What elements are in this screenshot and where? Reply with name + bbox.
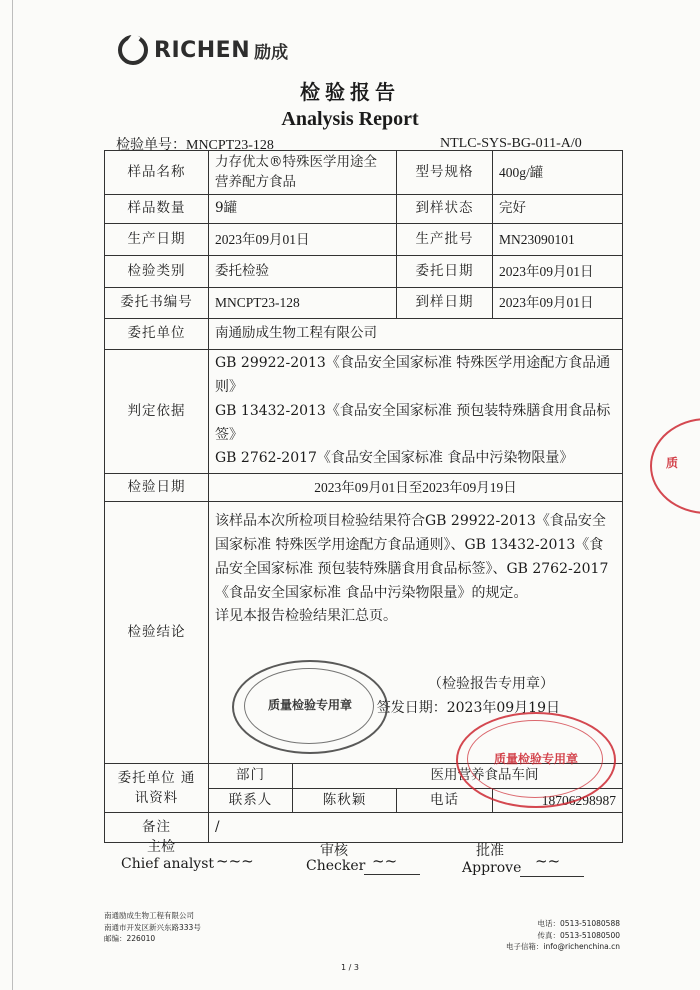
footer-company: 南通励成生物工程有限公司 [104, 911, 194, 920]
cell-label: 检验结论 [105, 502, 209, 764]
footer-tel: 电话：0513-51080588 [537, 919, 620, 928]
red-stamp-title: 质量检验专用章 [493, 752, 578, 766]
inspection-type: 委托检验 [209, 256, 397, 288]
checker-label-en: Checker [306, 858, 366, 874]
standard-line: GB 29922-2013《食品安全国家标准 特殊医学用途配方食品通则》 [215, 355, 611, 395]
chief-signature: ~~~ [216, 852, 254, 870]
cell-label: 样品数量 [105, 195, 209, 224]
batch-number: MN23090101 [493, 224, 623, 256]
cell-label: 型号规格 [397, 151, 493, 195]
commission-number: MNCPT23-128 [209, 288, 397, 319]
page-number: 1 / 3 [341, 963, 359, 972]
table-row [105, 151, 623, 195]
footer-email: 电子信箱：info@richenchina.cn [505, 942, 620, 952]
report-number: 检验单号：MNCPT23-128 [116, 138, 274, 153]
chief-label-en: Chief analyst [121, 856, 215, 872]
client-company: 南通励成生物工程有限公司 [209, 319, 623, 350]
red-seal-stamp [456, 712, 616, 808]
company-logo [118, 33, 288, 67]
inspection-period: 2023年09月01日至2023年09月19日 [209, 474, 623, 502]
issue-date: 签发日期：2023年09月19日 [376, 699, 560, 716]
conclusion-text: 该样品本次所检项目检验结果符合GB 29922-2013《食品安全国家标准 特殊医学用途配方食品通则》、GB 13432-2013《食品安全国家标准 预包装特殊膳食用食品标签》、GB 2762-2017《食品安全国家标准 食品中污染物限量》的规定。 [215, 513, 609, 601]
approve-label-en: Approve [462, 860, 522, 876]
contact-value: 陈秋颖 [293, 788, 397, 813]
cell-label: 委托书编号 [105, 288, 209, 319]
cell-label: 到样日期 [397, 288, 493, 319]
footer-fax: 传真：0513-51080500 [537, 930, 620, 940]
cell-label: 判定依据 [105, 350, 209, 474]
cell-label: 委托单位 通讯资料 [105, 764, 209, 813]
scan-edge-line [12, 0, 13, 990]
cell-label: 生产批号 [397, 224, 493, 256]
footer-zip: 邮编：226010 [104, 934, 156, 944]
report-title-cn: 检验报告 [300, 80, 400, 104]
cell-label: 委托日期 [397, 256, 493, 288]
sample-condition: 完好 [493, 195, 623, 224]
qc-stamp [232, 660, 388, 754]
brand-name-cn: 励成 [254, 42, 289, 63]
cell-label: 委托单位 [105, 319, 209, 350]
judgment-basis [209, 350, 623, 474]
cell-label: 样品名称 [105, 151, 209, 195]
document-code: NTLC-SYS-BG-011-A/0 [440, 136, 582, 151]
standard-line: GB 13432-2013《食品安全国家标准 预包装特殊膳食用食品标签》 [215, 402, 611, 443]
commission-date: 2023年09月01日 [493, 256, 623, 288]
checker-underline [364, 874, 420, 875]
conclusion-note: 详见本报告检验结果汇总页。 [215, 608, 397, 625]
richen-logo-icon [118, 35, 148, 65]
footer-address: 南通市开发区新兴东路333号 [104, 922, 201, 932]
brand-name: RICHEN [154, 37, 251, 63]
cell-label: 检验类别 [105, 256, 209, 288]
chief-label-cn: 主检 [147, 839, 175, 855]
report-title-en: Analysis Report [281, 108, 419, 130]
cell-label: 到样状态 [397, 195, 493, 224]
side-stamp-partial: 质 [650, 418, 700, 514]
approve-label-cn: 批准 [476, 843, 504, 859]
sample-name: 力存优太®特殊医学用途全营养配方食品 [209, 151, 397, 195]
table-row [105, 813, 623, 843]
cell-label: 检验日期 [105, 474, 209, 502]
footer-left [104, 910, 201, 945]
arrival-date: 2023年09月01日 [493, 288, 623, 319]
table-row [105, 224, 623, 256]
table-row [105, 350, 623, 474]
dept-value: 医用营养食品车间 [293, 764, 623, 789]
table-row [105, 474, 623, 502]
table-row [105, 195, 623, 224]
dept-label: 部门 [209, 764, 293, 789]
table-row [105, 319, 623, 350]
production-date: 2023年09月01日 [209, 224, 397, 256]
phone-label: 电话 [397, 788, 493, 813]
checker-signature: ~~ [372, 852, 398, 870]
remarks-value: / [209, 813, 623, 843]
sample-quantity: 9罐 [209, 195, 397, 224]
phone-value: 18706298987 [493, 788, 623, 813]
cell-label: 备注 [105, 813, 209, 843]
seal-note: （检验报告专用章） [428, 676, 554, 693]
table-row [105, 288, 623, 319]
approve-signature: ~~ [535, 852, 561, 870]
table-row [105, 256, 623, 288]
cell-label: 生产日期 [105, 224, 209, 256]
standard-line: GB 2762-2017《食品安全国家标准 食品中污染物限量》 [215, 450, 574, 467]
approve-underline [520, 876, 584, 877]
qc-stamp-title: 质量检验专用章 [267, 698, 352, 712]
contact-label: 联系人 [209, 788, 293, 813]
footer-right [480, 918, 620, 953]
spec-value: 400g/罐 [493, 151, 623, 195]
checker-label-cn: 审核 [320, 843, 348, 859]
